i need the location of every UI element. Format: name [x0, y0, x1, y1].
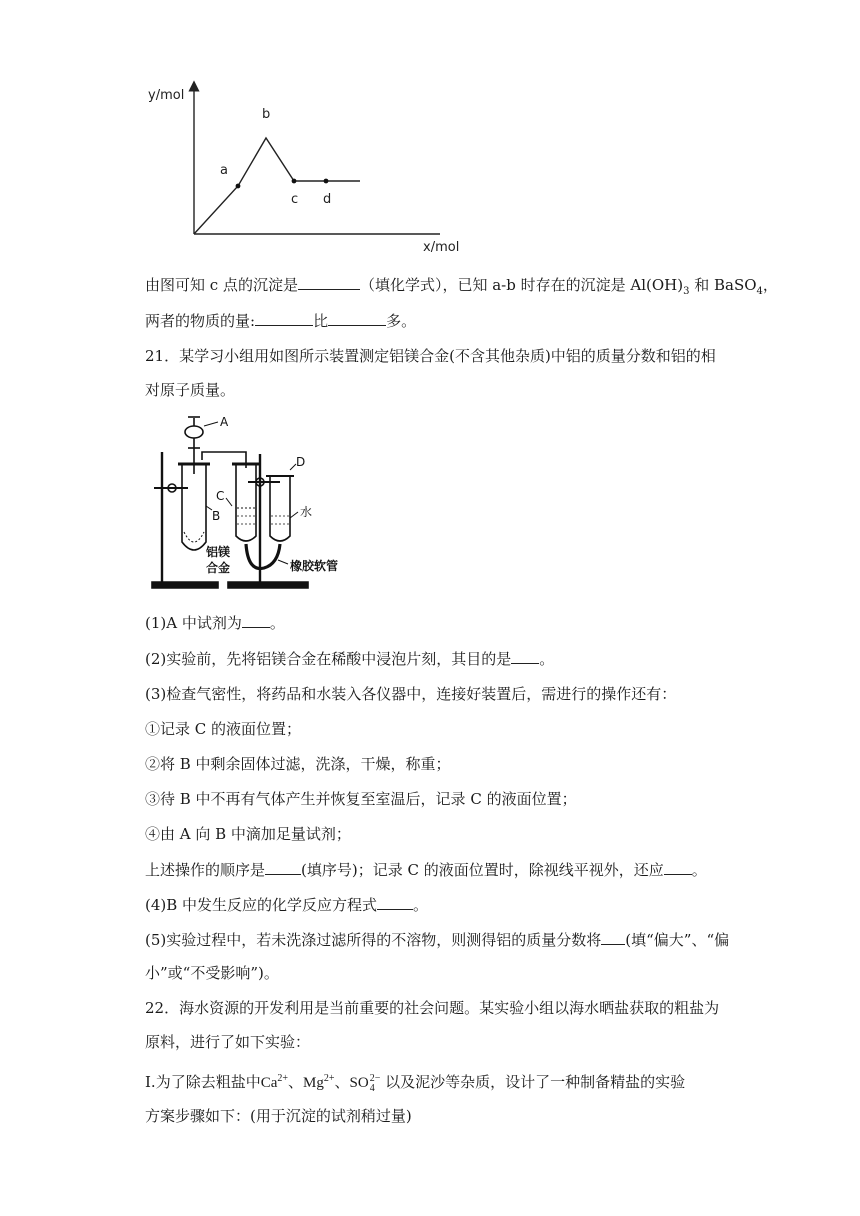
- q21-text: (填序号)；记录 C 的液面位置时，除视线平视外，还应: [301, 861, 664, 879]
- q21-stem-line1: 21．某学习小组用如图所示装置测定铝镁合金(不含其他杂质)中铝的质量分数和铝的相: [145, 347, 716, 365]
- rubber-tube: [246, 544, 280, 569]
- label-alloy-2: 合金: [206, 561, 231, 575]
- q20-line2: [145, 310, 416, 331]
- q21-text: (5)实验过程中，若未洗涤过滤所得的不溶物，则测得铝的质量分数将: [145, 931, 602, 949]
- gas-tube: [202, 452, 246, 468]
- funnel-a: [185, 426, 203, 438]
- y-axis-label: y/mol: [148, 88, 185, 103]
- q20-line1: [145, 274, 778, 302]
- q21-text: (2)实验前，先将铝镁合金在稀酸中浸泡片刻，其目的是: [145, 650, 512, 668]
- q22-text: Ⅰ.为了除去粗盐中: [145, 1073, 261, 1091]
- q21-step2: ②将 B 中剩余固体过滤，洗涤，干燥，称重；: [145, 755, 451, 773]
- q21-text: 上述操作的顺序是: [145, 861, 266, 879]
- series-line: [194, 138, 360, 234]
- subscript: 4: [369, 1082, 375, 1094]
- q22-text: 以及泥沙等杂质，设计了一种制备精盐的实验: [385, 1073, 686, 1091]
- ion-charge: 2+: [323, 1073, 335, 1084]
- point-c-label: c: [291, 192, 299, 207]
- q20-text: （填化学式），已知 a-b 时存在的沉淀是 Al(OH): [359, 276, 684, 294]
- ion-magnesium: [303, 1075, 334, 1091]
- q20-text: 多。: [386, 312, 417, 330]
- q20-text: ，: [762, 276, 778, 294]
- stand-base-left: [152, 582, 218, 588]
- answer-blank[interactable]: [265, 859, 301, 875]
- q21-text: 。: [691, 861, 707, 879]
- q21-order: [145, 859, 707, 880]
- ion-charge: 2+: [277, 1073, 289, 1084]
- q20-text: 比: [313, 312, 329, 330]
- q21-text: (1)A 中试剂为: [145, 614, 242, 632]
- q21-part2: [145, 648, 554, 669]
- q21-text: 。: [413, 896, 429, 914]
- burette-c: [236, 464, 256, 541]
- q22-stem-line1: 22．海水资源的开发利用是当前重要的社会问题。某实验小组以海水晒盐获取的粗盐为: [145, 999, 720, 1017]
- subscript: 4: [756, 286, 763, 297]
- q21-step1: ①记录 C 的液面位置；: [145, 720, 302, 738]
- q21-text: 。: [539, 650, 555, 668]
- q22-stem-line2: 原料，进行了如下实验：: [145, 1033, 311, 1051]
- q21-part5-line1: [145, 929, 729, 950]
- point-d-marker: [324, 179, 329, 184]
- q22-part1-line1: [145, 1069, 685, 1094]
- ion-sulfate: [349, 1072, 381, 1094]
- q21-step3: ③待 B 中不再有气体产生并恢复至室温后，记录 C 的液面位置；: [145, 790, 577, 808]
- apparatus-diagram: [148, 412, 368, 592]
- q21-stem-line2: 对原子质量。: [145, 381, 236, 399]
- q21-text: (4)B 中发生反应的化学反应方程式: [145, 896, 378, 914]
- tube-d: [270, 476, 290, 541]
- label-b: B: [212, 509, 221, 523]
- label-d: D: [296, 455, 306, 469]
- point-b-label: b: [262, 107, 271, 122]
- label-a: A: [220, 415, 229, 429]
- label-alloy-1: 铝镁: [206, 545, 231, 559]
- answer-blank[interactable]: [328, 310, 386, 326]
- separator: 、: [334, 1073, 350, 1091]
- ion-symbol: Mg: [303, 1075, 324, 1091]
- label-rubber-tube: 橡胶软管: [290, 559, 339, 573]
- answer-blank[interactable]: [511, 648, 539, 664]
- separator: 、: [288, 1073, 304, 1091]
- q20-text: 两者的物质的量:: [145, 312, 256, 330]
- label-c: C: [216, 489, 225, 503]
- q21-part1: [145, 612, 285, 633]
- tube-b: [182, 464, 206, 550]
- answer-blank[interactable]: [377, 894, 413, 910]
- q22-part1-line2: 方案步骤如下：(用于沉淀的试剂稍过量): [145, 1107, 412, 1125]
- label-water: 水: [300, 505, 313, 519]
- precipitate-graph: [140, 78, 470, 258]
- point-d-label: d: [323, 192, 332, 207]
- q21-step4: ④由 A 向 B 中滴加足量试剂；: [145, 825, 351, 843]
- point-a-marker: [236, 184, 241, 189]
- q21-part4: [145, 894, 428, 915]
- ion-symbol: SO: [349, 1075, 369, 1091]
- subscript: 3: [683, 286, 690, 297]
- answer-blank[interactable]: [242, 612, 270, 628]
- answer-blank[interactable]: [298, 274, 360, 290]
- x-axis-label: x/mol: [423, 240, 460, 255]
- point-a-label: a: [220, 163, 228, 178]
- ion-calcium: [261, 1075, 288, 1091]
- q20-text: 由图可知 c 点的沉淀是: [145, 276, 298, 294]
- point-c-marker: [292, 179, 297, 184]
- q21-part3: (3)检查气密性，将药品和水装入各仪器中，连接好装置后，需进行的操作还有：: [145, 685, 677, 703]
- q21-text: (填“偏大”、“偏: [625, 931, 730, 949]
- ion-symbol: Ca: [260, 1075, 278, 1091]
- q20-text: 和 BaSO: [689, 276, 757, 294]
- ion-charge: 2−: [369, 1072, 381, 1084]
- answer-blank[interactable]: [601, 929, 625, 945]
- q21-text: 。: [269, 614, 285, 632]
- answer-blank[interactable]: [664, 859, 692, 875]
- answer-blank[interactable]: [255, 310, 313, 326]
- q21-part5-line2: 小”或“不受影响”)。: [145, 964, 279, 982]
- stand-base-right: [228, 582, 308, 588]
